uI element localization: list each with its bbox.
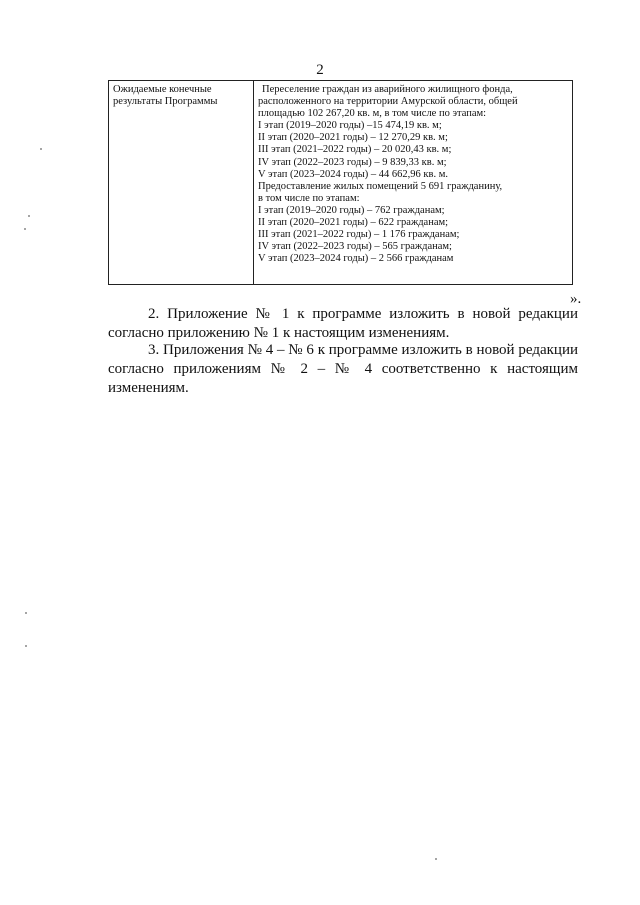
table-line: IV этап (2022–2023 годы) – 9 839,33 кв. м; [258, 156, 447, 168]
table-line: I этап (2019–2020 годы) – 762 гражданам; [258, 204, 445, 216]
table-line: площадью 102 267,20 кв. м, в том числе по этапам: [258, 108, 487, 120]
table-line: I этап (2019–2020 годы) –15 474,19 кв. м; [258, 120, 442, 132]
paragraph-3 [108, 341, 578, 398]
table-line: расположенного на территории Амурской области, общей [258, 96, 518, 108]
table-line: III этап (2021–2022 годы) – 1 176 гражданам; [258, 229, 460, 241]
scan-speck [25, 645, 27, 647]
table-line: V этап (2023–2024 годы) – 44 662,96 кв. м. [258, 168, 448, 180]
table-label-cell: Ожидаемые конечные результаты Программы [109, 81, 254, 284]
table-line: II этап (2020–2021 годы) – 622 гражданам; [258, 217, 449, 229]
table-line: Предоставление жилых помещений 5 691 гражданину, [258, 180, 503, 192]
table-value-cell [254, 81, 572, 284]
table-line: III этап (2021–2022 годы) – 20 020,43 кв. м; [258, 144, 452, 156]
paragraph-2 [108, 305, 578, 343]
program-results-table [108, 80, 573, 285]
scan-speck [24, 228, 26, 230]
closing-quote: ». [570, 291, 582, 307]
page-number: 2 [316, 62, 324, 78]
paragraph-3-text: 3. Приложения № 4 – № 6 к программе изложить в новой редакции согласно приложениям № 2 – № 4 соответственно к настоящим изменениям. [108, 342, 578, 396]
table-line: II этап (2020–2021 годы) – 12 270,29 кв. м; [258, 132, 448, 144]
scan-speck [435, 858, 437, 860]
scan-speck [28, 215, 30, 217]
scan-speck [40, 148, 42, 150]
table-line: V этап (2023–2024 годы) – 2 566 гражданам [258, 253, 454, 265]
scan-speck [25, 612, 27, 614]
table-line: IV этап (2022–2023 годы) – 565 гражданам; [258, 241, 452, 253]
table-line: Переселение граждан из аварийного жилищного фонда, [262, 84, 513, 95]
table-line: в том числе по этапам: [258, 192, 360, 204]
paragraph-2-text: 2. Приложение № 1 к программе изложить в новой редакции согласно приложению № 1 к настоящим изменениям. [108, 306, 578, 341]
